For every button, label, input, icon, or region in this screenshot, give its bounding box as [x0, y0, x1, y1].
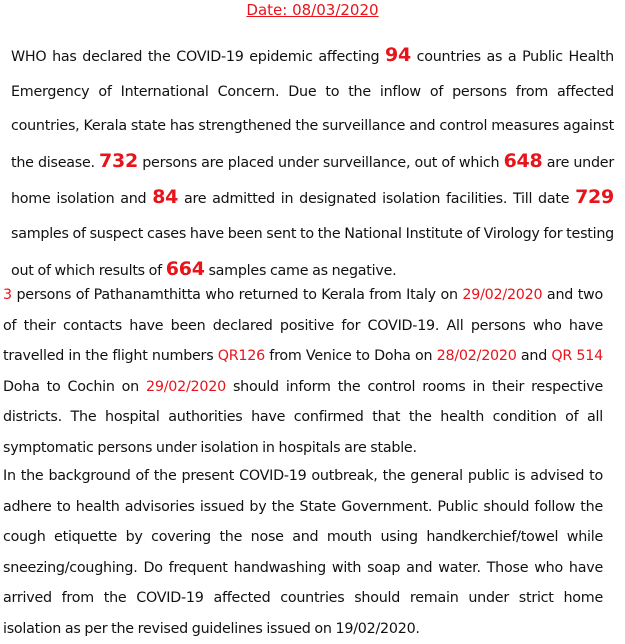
text: and two of their contacts have been declared positive for COVID-19. All persons who have travelled in the flight numbers: [3, 287, 603, 364]
text: from Venice to Doha on: [264, 348, 437, 364]
paragraph-advisory: In the background of the present COVID-19 outbreak, the general public is advised to adhere to health advisories issued by the State Government. Public should follow the cough etiquette by covering the nose and mouth using handkerchief/towel while sneezing/coughing. Do frequent handwashing with soap and water. Those who have arrived from the COVID-19 affected countries should remain under strict home isolation as per the revised guidelines issued on 19/02/2020.: [3, 468, 603, 637]
text: WHO has declared the COVID-19 epidemic affecting: [11, 49, 386, 65]
count-admitted: 84: [152, 186, 179, 209]
flight-number-2: QR 514: [551, 348, 603, 364]
text: and: [516, 348, 552, 364]
flight-number-1: QR126: [217, 348, 265, 364]
text: samples came as negative.: [204, 262, 397, 279]
date-flight-1: 28/02/2020: [436, 348, 517, 364]
text: are under home isolation and: [11, 154, 614, 208]
paragraph-situation: [11, 38, 614, 288]
count-countries: 94: [385, 44, 411, 66]
date-return: 29/02/2020: [462, 287, 543, 303]
count-home-isolation: 648: [503, 149, 543, 172]
count-negative: 664: [165, 257, 205, 280]
count-positive: 3: [3, 287, 12, 303]
text: should inform the control rooms in their respective districts. The hospital authorities have confirmed that the health condition of all symptomatic persons under isolation in hospitals are stable.: [3, 378, 603, 456]
text: samples of suspect cases have been sent to the National Institute of Virology for testing out of which results of: [11, 225, 614, 279]
paragraph-positive-cases: [3, 280, 603, 463]
text: persons are placed under surveillance, out of which: [137, 154, 504, 171]
text: countries as a Public Health Emergency of International Concern. Due to the inflow of persons from affected countries, Kerala state has strengthened the surveillance and control measures against the disease.: [11, 49, 614, 171]
count-surveillance: 732: [99, 149, 138, 172]
count-samples-sent: 729: [575, 186, 614, 209]
text: are admitted in designated isolation facilities. Till date: [178, 191, 576, 208]
text: persons of Pathanamthitta who returned to Kerala from Italy on: [11, 287, 463, 303]
date-flight-2: 29/02/2020: [146, 378, 226, 395]
text: Doha to Cochin on: [3, 378, 147, 395]
bulletin-date: Date: 08/03/2020: [246, 1, 379, 19]
